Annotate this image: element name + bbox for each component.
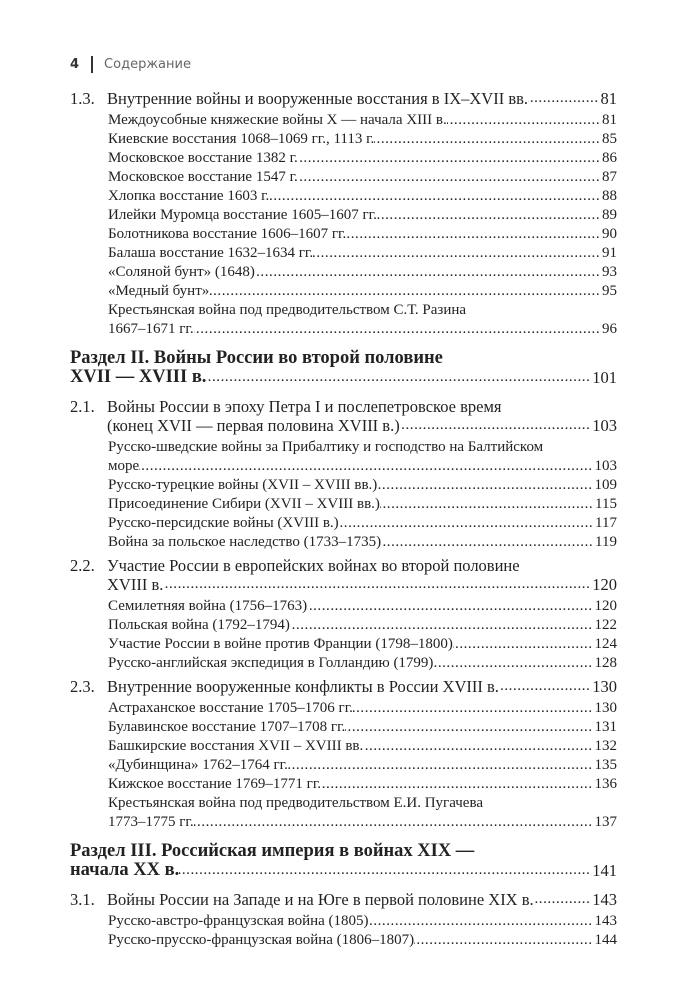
toc-item[interactable] (70, 756, 617, 775)
toc-line (108, 635, 617, 654)
toc-line (108, 187, 617, 206)
entry-title: «Дубинщина» 1762–1764 гг. (108, 757, 288, 773)
entry-title: Войны России на Западе и на Юге в первой половине XIX в. (107, 890, 534, 909)
entry-title: Булавинское восстание 1707–1708 гг. (108, 719, 346, 735)
toc-line (70, 397, 617, 416)
entry-title-continued: (конец XVII — первая половина XVIII в.) (107, 416, 400, 435)
toc-item[interactable] (70, 263, 617, 282)
entry-title: Русско-персидские войны (XVIII в.) (108, 515, 339, 531)
entry-title: Хлопка восстание 1603 г. (108, 188, 270, 204)
page-ref[interactable]: 122 (594, 617, 617, 633)
dot-leader (307, 597, 592, 616)
dot-leader (433, 654, 592, 673)
dot-leader (499, 677, 590, 696)
page-ref[interactable]: 90 (602, 226, 617, 242)
entry-title: Внутренние войны и вооруженные восстания в IX–XVII вв. (107, 89, 529, 108)
page-ref[interactable]: 109 (594, 477, 617, 493)
entry-title: Семилетняя война (1756–1763) (108, 598, 308, 614)
dot-leader (447, 111, 600, 130)
page-ref[interactable]: 141 (592, 861, 617, 880)
toc-item[interactable] (70, 282, 617, 301)
toc-item[interactable] (70, 597, 617, 616)
entry-title: Присоединение Сибири (XVII – XVIII вв.) (108, 496, 380, 512)
toc-line (108, 225, 617, 244)
toc-chapter[interactable] (70, 890, 617, 909)
page-ref[interactable]: 143 (594, 913, 617, 929)
toc-line (108, 912, 617, 931)
toc-item[interactable] (70, 699, 617, 718)
dot-leader (534, 890, 591, 909)
toc-section[interactable] (70, 842, 617, 880)
toc-item[interactable] (70, 654, 617, 673)
toc-item[interactable] (70, 794, 617, 832)
dot-leader (363, 737, 592, 756)
dot-leader (369, 912, 593, 931)
page-ref[interactable]: 103 (594, 458, 617, 474)
toc-line (70, 890, 617, 909)
toc-line (108, 775, 617, 794)
page-ref[interactable]: 124 (594, 636, 617, 652)
table-of-contents (70, 85, 617, 950)
dot-leader (313, 244, 600, 263)
dot-leader (345, 718, 592, 737)
entry-title: Балаша восстание 1632–1634 гг. (108, 245, 314, 261)
toc-line (70, 575, 617, 594)
dot-leader (380, 495, 593, 514)
page-ref[interactable]: 81 (602, 112, 617, 128)
chapter-number: 3.1. (70, 890, 95, 909)
entry-title: Илейки Муромца восстание 1605–1607 гг. (108, 207, 377, 223)
dot-leader (288, 756, 593, 775)
toc-item[interactable] (70, 635, 617, 654)
entry-title: Война за польское наследство (1733–1735) (108, 534, 382, 550)
dot-leader (139, 457, 592, 476)
toc-item[interactable] (70, 775, 617, 794)
toc-line (70, 861, 617, 880)
entry-title-continued: 1667–1671 гг. (108, 321, 194, 337)
dot-leader (206, 368, 590, 387)
toc-line (108, 654, 617, 673)
entry-title: Болотникова восстание 1606–1607 гг. (108, 226, 347, 242)
dot-leader (377, 206, 600, 225)
toc-chapter[interactable] (70, 556, 617, 594)
toc-line (108, 794, 617, 813)
entry-title: Киевские восстания 1068–1069 гг., 1113 г. (108, 131, 375, 147)
dot-leader (528, 89, 598, 108)
toc-line (108, 756, 617, 775)
entry-title: Междоусобные княжеские войны X — начала XIII в. (108, 112, 447, 128)
toc-item[interactable] (70, 931, 617, 950)
toc-item[interactable] (70, 130, 617, 149)
entry-title: «Медный бунт» (108, 283, 210, 299)
page-number: 4 (70, 56, 80, 72)
dot-leader (179, 861, 590, 880)
page-ref[interactable]: 137 (594, 814, 617, 830)
entry-title: Московское восстание 1547 г. (108, 169, 298, 185)
page-ref[interactable]: 143 (592, 890, 617, 909)
toc-line (108, 282, 617, 301)
entry-title-continued: XVII — XVIII в. (70, 367, 207, 387)
toc-line (108, 457, 617, 476)
toc-line (108, 438, 617, 457)
page-ref[interactable]: 120 (592, 575, 617, 594)
entry-title: Астраханское восстание 1705–1706 гг. (108, 700, 353, 716)
page-ref[interactable]: 120 (594, 598, 617, 614)
toc-line (108, 263, 617, 282)
page-ref[interactable]: 130 (592, 677, 617, 696)
dot-leader (290, 616, 593, 635)
entry-title: Участие России в войне против Франции (1798–1800) (108, 636, 453, 652)
toc-line (108, 168, 617, 187)
toc-item[interactable] (70, 438, 617, 476)
toc-item[interactable] (70, 187, 617, 206)
page-ref[interactable]: 81 (600, 89, 617, 108)
entry-title: Московское восстание 1382 г. (108, 150, 298, 166)
entry-title: Русско-прусско-французская война (1806–1807) (108, 932, 415, 948)
entry-title: Башкирские восстания XVII – XVIII вв. (108, 738, 364, 754)
dot-leader (163, 575, 590, 594)
toc-chapter[interactable] (70, 89, 617, 108)
toc-line (108, 931, 617, 950)
toc-line (108, 111, 617, 130)
page-ref[interactable]: 136 (594, 776, 617, 792)
page-ref[interactable]: 103 (592, 416, 617, 435)
entry-title: Раздел III. Российская империя в войнах XIX — (70, 841, 475, 861)
entry-title: Войны России в эпоху Петра I и послепетровское время (107, 397, 502, 416)
entry-title: Кижское восстание 1769–1771 гг. (108, 776, 322, 792)
page-ref[interactable]: 130 (594, 700, 617, 716)
toc-line (70, 416, 617, 435)
page-ref[interactable]: 131 (594, 719, 617, 735)
page-ref[interactable]: 91 (602, 245, 617, 261)
toc-line (108, 616, 617, 635)
dot-leader (414, 931, 592, 950)
toc-item[interactable] (70, 111, 617, 130)
toc-line (108, 476, 617, 495)
page-ref[interactable]: 93 (602, 264, 617, 280)
toc-item[interactable] (70, 514, 617, 533)
toc-line (70, 842, 617, 861)
toc-chapter[interactable] (70, 397, 617, 435)
page-ref[interactable]: 96 (602, 321, 617, 337)
toc-line (108, 597, 617, 616)
toc-line (108, 149, 617, 168)
dot-leader (194, 813, 593, 832)
toc-line (108, 244, 617, 263)
dot-leader (298, 149, 600, 168)
toc-item[interactable] (70, 737, 617, 756)
entry-title: Русско-шведские войны за Прибалтику и господство на Балтийском (108, 439, 544, 455)
toc-section[interactable] (70, 349, 617, 387)
page-ref[interactable]: 117 (595, 515, 617, 531)
dot-leader (298, 168, 600, 187)
dot-leader (269, 187, 600, 206)
toc-item[interactable] (70, 168, 617, 187)
dot-leader (381, 533, 593, 552)
toc-item[interactable] (70, 476, 617, 495)
toc-item[interactable] (70, 533, 617, 552)
chapter-number: 2.3. (70, 677, 95, 696)
page-ref[interactable]: 101 (592, 368, 617, 387)
toc-item[interactable] (70, 149, 617, 168)
page-ref[interactable]: 135 (594, 757, 617, 773)
entry-title: Внутренние вооруженные конфликты в России XVIII в. (107, 677, 499, 696)
page-ref[interactable]: 95 (602, 283, 617, 299)
dot-leader (353, 699, 593, 718)
entry-title-continued: 1773–1775 гг. (108, 814, 194, 830)
toc-line (108, 130, 617, 149)
entry-title-continued: XVIII в. (107, 575, 164, 594)
page-ref[interactable]: 128 (594, 655, 617, 671)
toc-line (108, 495, 617, 514)
toc-line (108, 514, 617, 533)
toc-item[interactable] (70, 225, 617, 244)
entry-title: Русско-австро-французская война (1805) (108, 913, 369, 929)
toc-item[interactable] (70, 616, 617, 635)
page-ref[interactable]: 86 (602, 150, 617, 166)
page-ref[interactable]: 88 (602, 188, 617, 204)
entry-title: Участие России в европейских войнах во второй половине (107, 556, 520, 575)
entry-title-continued: море (108, 458, 140, 474)
entry-title: Крестьянская война под предводительством С.Т. Разина (108, 302, 467, 318)
toc-chapter[interactable] (70, 677, 617, 696)
dot-leader (453, 635, 593, 654)
toc-line (70, 556, 617, 575)
dot-leader (400, 416, 591, 435)
chapter-number: 2.1. (70, 397, 95, 416)
page-ref[interactable]: 115 (595, 496, 617, 512)
toc-line (108, 699, 617, 718)
toc-item[interactable] (70, 912, 617, 931)
chapter-number: 2.2. (70, 556, 95, 575)
page-ref[interactable]: 87 (602, 169, 617, 185)
entry-title-continued: начала XX в. (70, 860, 180, 880)
dot-leader (374, 130, 600, 149)
toc-line (108, 813, 617, 832)
entry-title: Русско-английская экспедиция в Голландию (1799) (108, 655, 434, 671)
toc-line (70, 368, 617, 387)
running-header (70, 54, 191, 74)
toc-line (70, 349, 617, 368)
toc-item[interactable] (70, 206, 617, 225)
entry-title: Русско-турецкие войны (XVII – XVIII вв.) (108, 477, 378, 493)
entry-title: Крестьянская война под предводительством Е.И. Пугачева (108, 795, 484, 811)
chapter-number: 1.3. (70, 89, 95, 108)
dot-leader (346, 225, 600, 244)
dot-leader (255, 263, 600, 282)
toc-line (108, 320, 617, 339)
page-ref[interactable]: 89 (602, 207, 617, 223)
dot-leader (321, 775, 592, 794)
entry-title: «Соляной бунт» (1648) (108, 264, 255, 280)
toc-line (108, 301, 617, 320)
entry-title: Польская война (1792–1794) (108, 617, 290, 633)
toc-line (70, 89, 617, 108)
toc-line (108, 718, 617, 737)
page-ref[interactable]: 132 (594, 738, 617, 754)
page-ref[interactable]: 144 (594, 932, 617, 948)
toc-item[interactable] (70, 495, 617, 514)
page-ref[interactable]: 119 (595, 534, 617, 550)
dot-leader (194, 320, 600, 339)
toc-line (108, 206, 617, 225)
toc-item[interactable] (70, 301, 617, 339)
toc-item[interactable] (70, 718, 617, 737)
dot-leader (339, 514, 593, 533)
toc-line (108, 533, 617, 552)
header-title: Содержание (104, 56, 191, 72)
dot-leader (377, 476, 592, 495)
toc-item[interactable] (70, 244, 617, 263)
dot-leader (209, 282, 600, 301)
header-divider (91, 56, 93, 73)
entry-title: Раздел II. Войны России во второй половине (70, 348, 443, 368)
toc-line (70, 677, 617, 696)
toc-line (108, 737, 617, 756)
page-ref[interactable]: 85 (602, 131, 617, 147)
